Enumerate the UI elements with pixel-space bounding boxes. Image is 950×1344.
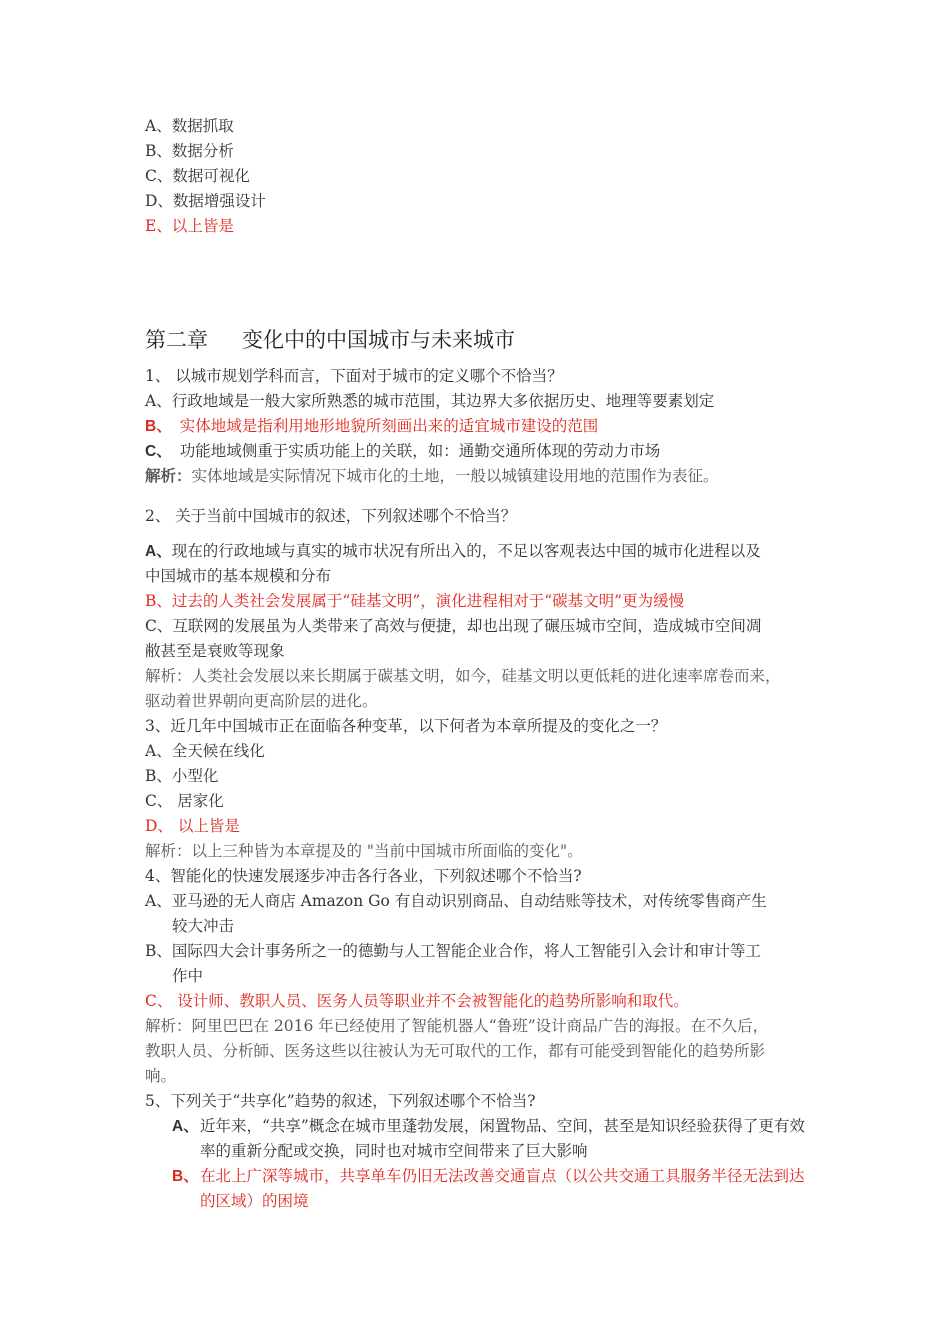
q4-explanation-line3: 响。 bbox=[145, 1067, 177, 1085]
q1-option-a: A、行政地域是一般大家所熟悉的城市范围，其边界大多依据历史、地理等要素划定 bbox=[145, 392, 715, 410]
q4-option-b-line2: 作中 bbox=[172, 967, 204, 985]
q2-explanation-line1: 解析：人类社会发展以来长期属于碳基文明，如今，硅基文明以更低耗的进化速率席卷而来， bbox=[145, 667, 781, 685]
option-b: B、数据分析 bbox=[145, 142, 234, 160]
chapter-number: 第二章 bbox=[145, 328, 208, 352]
option-d: D、数据增强设计 bbox=[145, 192, 266, 210]
option-a: A、数据抓取 bbox=[145, 117, 234, 135]
q3-option-a: A、全天候在线化 bbox=[145, 742, 265, 760]
q1-b-prefix: B、 bbox=[145, 418, 172, 435]
q1-c-text: 功能地域侧重于实质功能上的关联，如：通勤交通所体现的劳动力市场 bbox=[179, 442, 661, 460]
q4-option-c-answer: C、 设计师、教职人员、医务人员等职业并不会被智能化的趋势所影响和取代。 bbox=[145, 992, 689, 1010]
q4-stem: 4、智能化的快速发展逐步冲击各行各业，下列叙述哪个不恰当? bbox=[145, 867, 582, 885]
q2-option-c-line2: 敝甚至是衰败等现象 bbox=[145, 642, 285, 660]
option-e-answer: E、以上皆是 bbox=[145, 217, 234, 235]
q1-note-prefix: 解析： bbox=[145, 468, 192, 485]
q5-a-prefix: A、 bbox=[172, 1118, 199, 1135]
q3-explanation: 解析：以上三种皆为本章提及的 "当前中国城市所面临的变化"。 bbox=[145, 842, 583, 860]
q1-explanation bbox=[145, 464, 719, 489]
q3-option-d-answer: D、 以上皆是 bbox=[145, 817, 240, 835]
q5-b-prefix: B、 bbox=[172, 1168, 199, 1185]
chapter-title: 变化中的中国城市与未来城市 bbox=[242, 328, 515, 352]
q4-explanation-line2: 教职人员、分析師、医务这些以往被认为无可取代的工作，都有可能受到智能化的趋势所影 bbox=[145, 1042, 766, 1060]
chapter-heading bbox=[145, 325, 515, 355]
q5-option-b-answer: 在北上广深等城市，共享单车仍旧无法改善交通盲点（以公共交通工具服务半径无法到达的区域）的困境 bbox=[200, 1167, 805, 1210]
q2-option-a-line1 bbox=[145, 539, 761, 564]
q5-option-a: 近年来，“共享”概念在城市里蓬勃发展，闲置物品、空间，甚至是知识经验获得了更有效率的重新分配或交换，同时也对城市空间带来了巨大影响 bbox=[200, 1117, 805, 1160]
q1-c-prefix: C、 bbox=[145, 443, 172, 460]
q4-explanation-line1: 解析：阿里巴巴在 2016 年已经使用了智能机器人“鲁班”设计商品广告的海报。在不久后， bbox=[145, 1017, 769, 1035]
q5-stem: 5、下列关于“共享化”趋势的叙述，下列叙述哪个不恰当? bbox=[145, 1092, 536, 1110]
q2-option-c-line1: C、互联网的发展虽为人类带来了高效与便捷，却也出现了碾压城市空间，造成城市空间凋 bbox=[145, 617, 762, 635]
q3-stem: 3、近几年中国城市正在面临各种变革，以下何者为本章所提及的变化之一？ bbox=[145, 717, 667, 735]
q1-note-text: 实体地域是实际情况下城市化的土地，一般以城镇建设用地的范围作为表征。 bbox=[191, 467, 719, 485]
q2-a-prefix: A、 bbox=[145, 543, 172, 560]
q1-option-b-answer bbox=[145, 414, 598, 439]
q4-option-b-line1: B、国际四大会计事务所之一的德勤与人工智能企业合作，将人工智能引入会计和审计等工 bbox=[145, 942, 761, 960]
q4-option-a-line2: 较大冲击 bbox=[172, 917, 235, 935]
q1-stem: 1、 以城市规划学科而言，下面对于城市的定义哪个不恰当？ bbox=[145, 367, 563, 385]
q2-option-a-line2: 中国城市的基本规模和分布 bbox=[145, 567, 332, 585]
option-c: C、数据可视化 bbox=[145, 167, 250, 185]
q3-option-b: B、小型化 bbox=[145, 767, 219, 785]
q1-option-c bbox=[145, 439, 660, 464]
q2-a-text: 现在的行政地域与真实的城市状况有所出入的，不足以客观表达中国的城市化进程以及 bbox=[171, 542, 761, 560]
q4-option-a-line1: A、亚马逊的无人商店 Amazon Go 有自动识别商品、自动结账等技术，对传统零售商产生 bbox=[145, 892, 767, 910]
q2-option-b-answer: B、过去的人类社会发展属于“硅基文明”，演化进程相对于“碳基文明”更为缓慢 bbox=[145, 592, 685, 610]
q1-b-text: 实体地域是指利用地形地貌所刻画出来的适宜城市建设的范围 bbox=[179, 417, 599, 435]
q2-stem: 2、 关于当前中国城市的叙述，下列叙述哪个不恰当？ bbox=[145, 507, 517, 525]
q3-option-c: C、 居家化 bbox=[145, 792, 224, 810]
q2-explanation-line2: 驱动着世界朝向更高阶层的进化。 bbox=[145, 692, 378, 710]
